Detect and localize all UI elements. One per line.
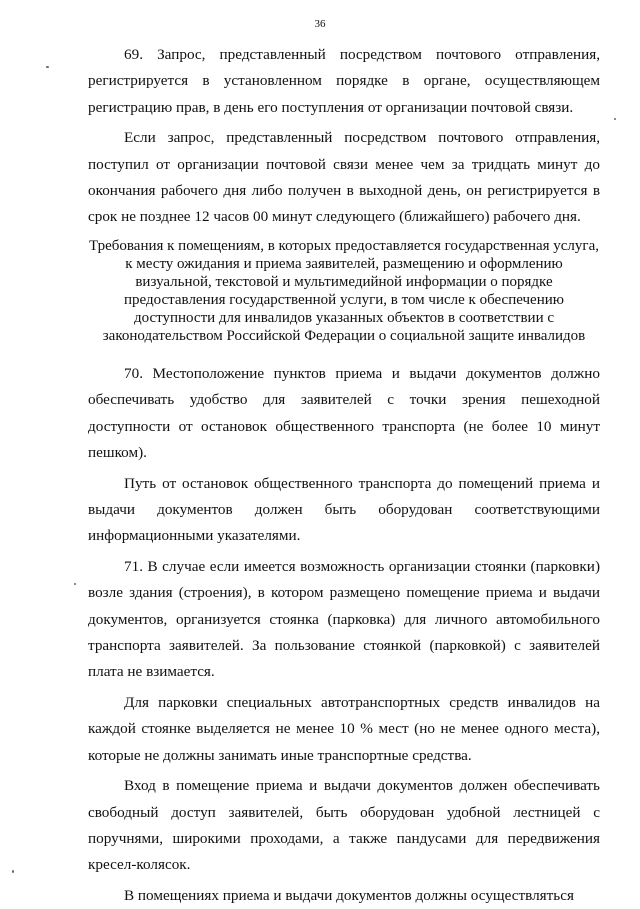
- paragraph-70: 70. Местоположение пунктов приема и выдачи документов должно обеспечивать удобство для заявителей с точки зрения пешеходной доступности от остановок общественного транспорта (не более 10 минут пешком).: [88, 365, 600, 462]
- section-heading-line: визуальной, текстовой и мультимедийной информации о порядке: [135, 274, 553, 290]
- top-text-block: [88, 42, 600, 231]
- section-heading-line: Требования к помещениям, в которых предоставляется государственная услуга,: [89, 238, 599, 254]
- paragraph-69-continued: Если запрос, представленный посредством почтового отправления, поступил от организации почтовой связи менее чем за тридцать минут до окончания рабочего дня либо получен в выходной день, он регистрируется в срок не позднее 12 часов 00 минут следующего (ближайшего) рабочего дня.: [88, 129, 600, 226]
- paragraph-69: 69. Запрос, представленный посредством почтового отправления, регистрируется в установленном порядке в органе, осуществляющем регистрацию прав, в день его поступления от организации почтовой связи.: [88, 46, 600, 116]
- section-heading-line: к месту ожидания и приема заявителей, размещению и оформлению: [125, 256, 563, 272]
- bottom-text-block: [88, 361, 600, 909]
- paragraph-71-disabled-parking: Для парковки специальных автотранспортных средств инвалидов на каждой стоянке выделяется не менее 10 % мест (но не менее одного места), которые не должны занимать иные транспортные средства.: [88, 693, 600, 764]
- paragraph-70-path: Путь от остановок общественного транспорта до помещений приема и выдачи документов должен быть оборудован соответствующими информационными указателями.: [88, 474, 600, 545]
- scan-speck: [614, 118, 616, 120]
- scan-speck: [74, 583, 76, 585]
- paragraph-71: 71. В случае если имеется возможность организации стоянки (парковки) возле здания (строения), в котором размещено помещение приема и выдачи документов, организуется стоянка (парковка) для личного автомобильного транспорта заявителей. За пользование стоянкой (парковкой) с заявителей плата не взимается.: [88, 557, 600, 681]
- paragraph-71-entrance: Вход в помещение приема и выдачи документов должен обеспечивать свободный доступ заявителей, быть оборудован удобной лестницей с поручнями, широкими проходами, а также пандусами для передвижения кресел-колясок.: [88, 777, 600, 874]
- paragraph-71-premises: В помещениях приема и выдачи документов должны осуществляться: [124, 886, 574, 904]
- section-heading-line: предоставления государственной услуги, в том числе к обеспечению: [124, 292, 564, 308]
- section-heading: [88, 237, 600, 345]
- page-number: 36: [314, 18, 326, 30]
- section-heading-line: доступности для инвалидов указанных объектов в соответствии с: [133, 310, 555, 326]
- scan-speck: [46, 66, 49, 68]
- scan-speck: [12, 870, 14, 873]
- section-heading-line: законодательством Российской Федерации о социальной защите инвалидов: [102, 328, 586, 344]
